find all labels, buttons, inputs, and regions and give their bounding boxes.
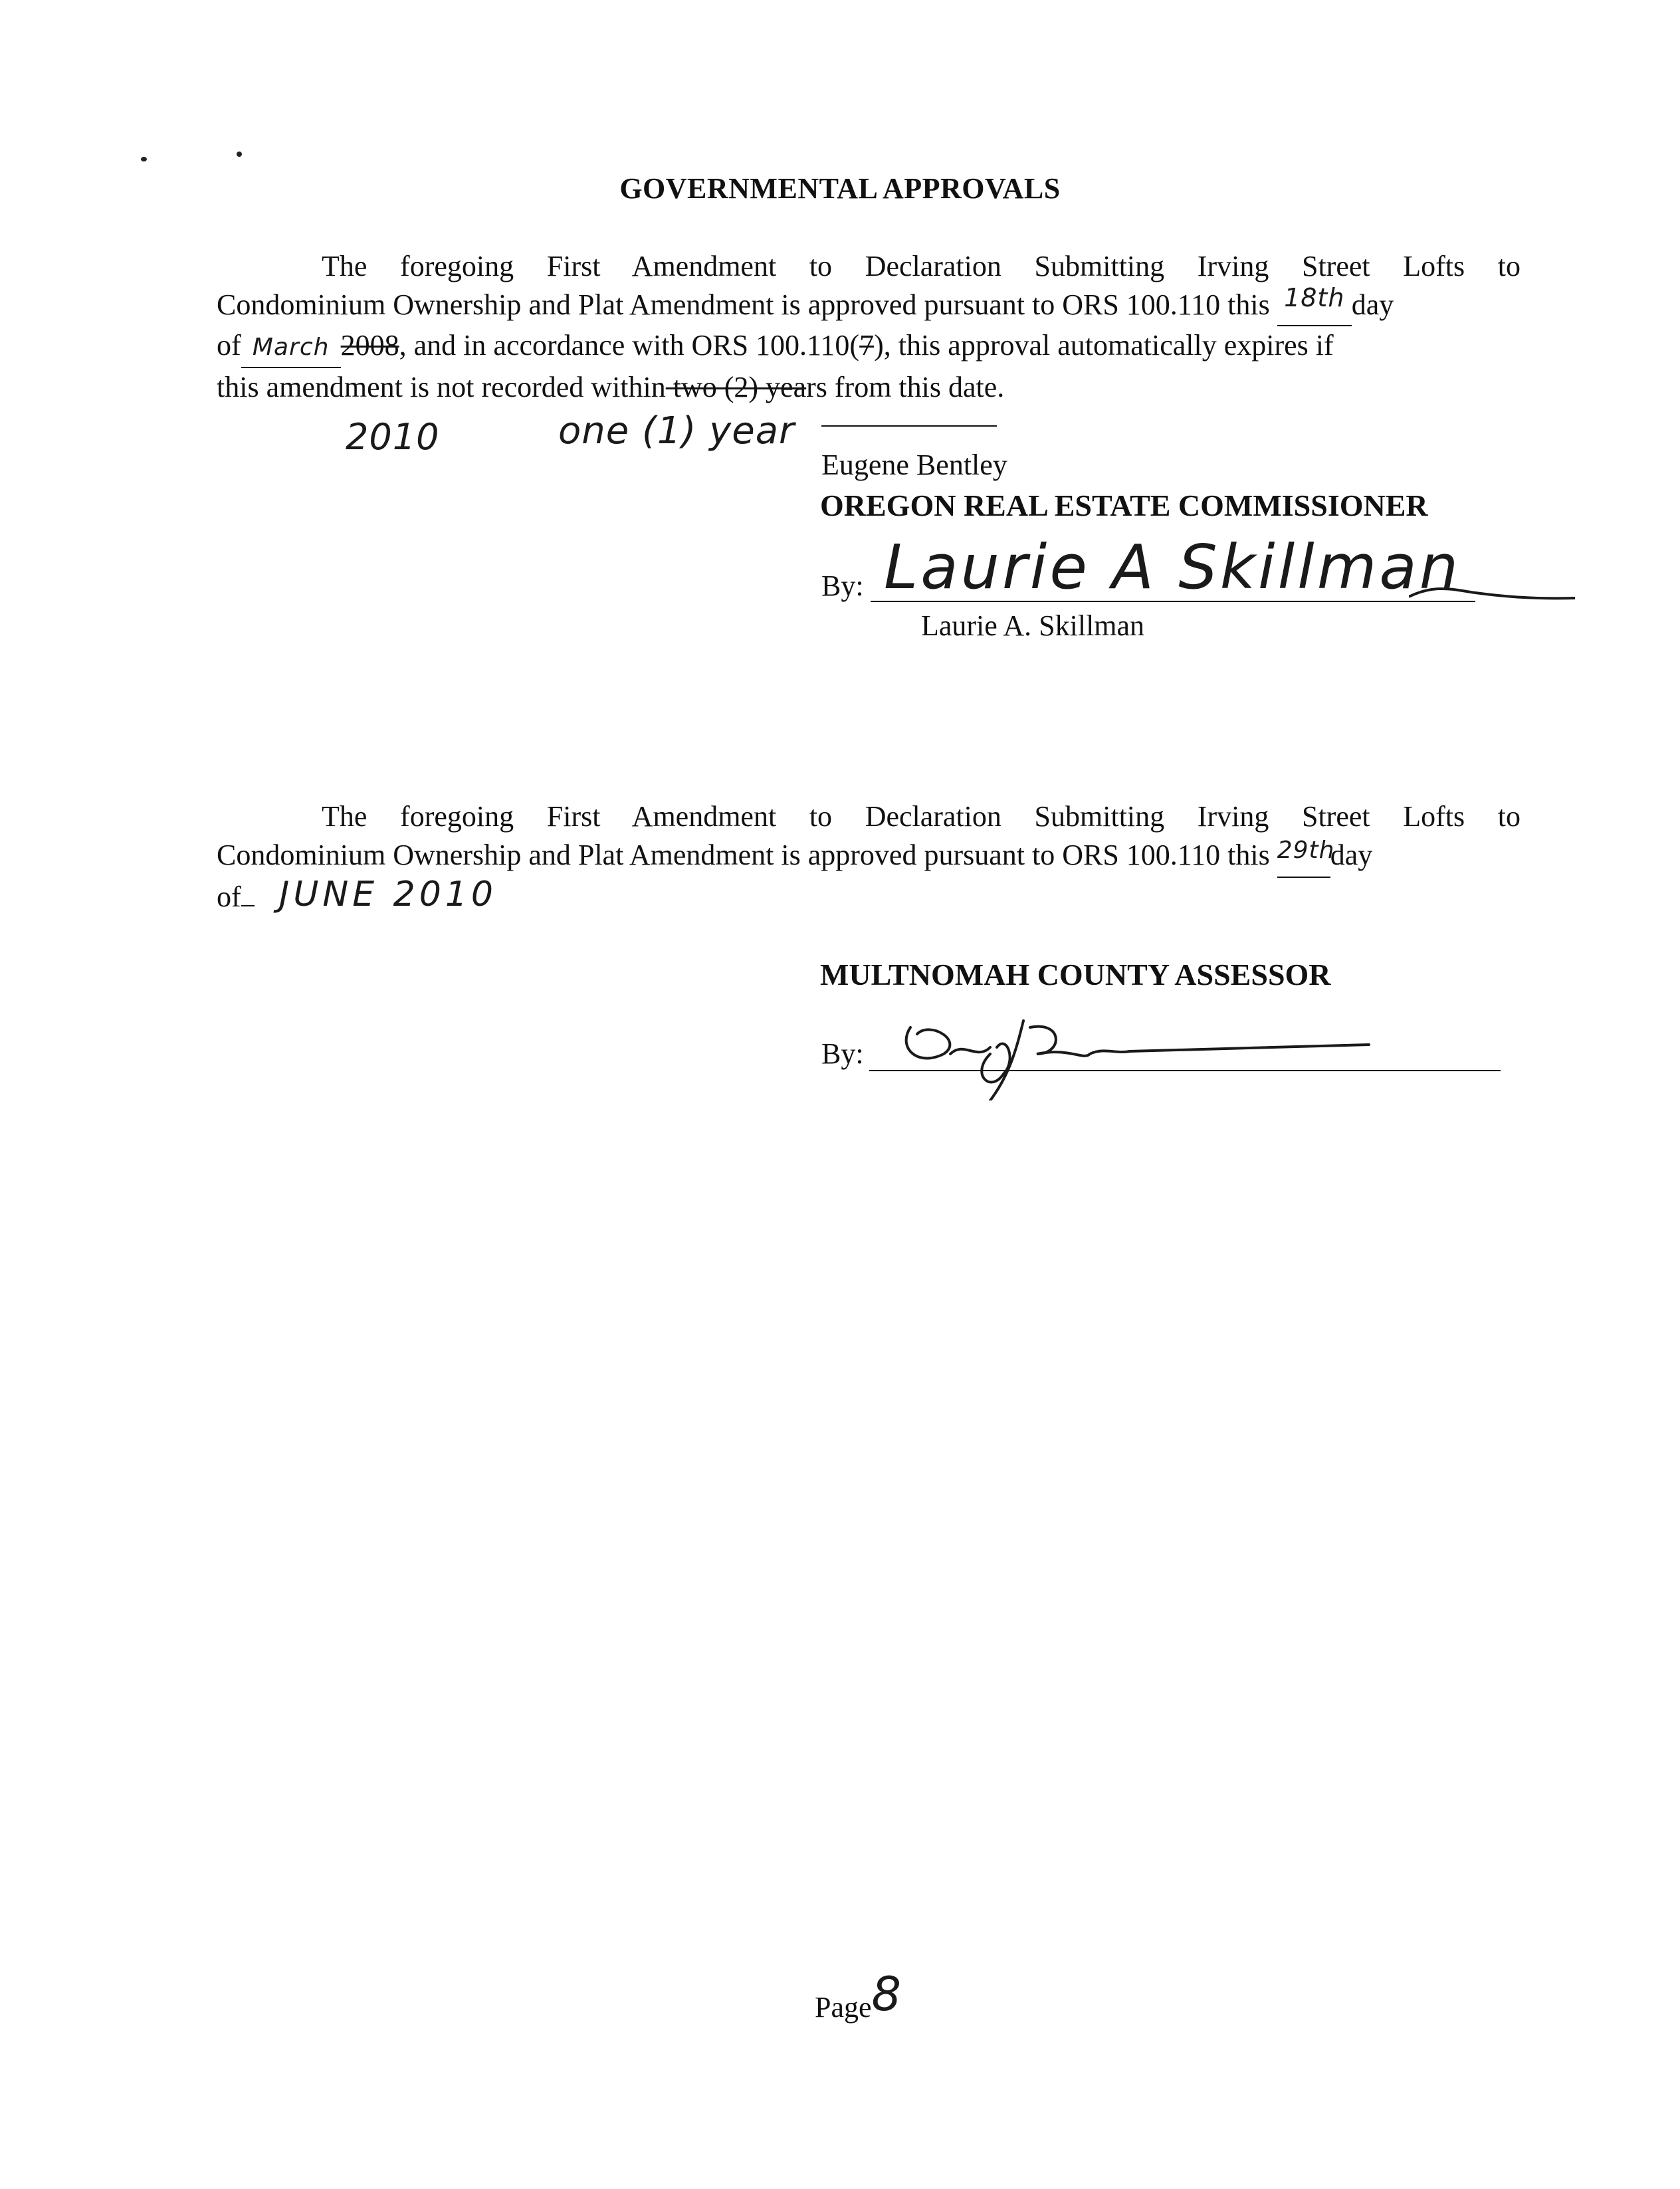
approval-1-month-field xyxy=(241,326,341,368)
approval-1-signature: Laurie A Skillman xyxy=(884,532,1461,603)
approval-2-line-2 xyxy=(217,836,1521,878)
approval-1-by-label: By: xyxy=(821,570,864,602)
approval-2-date-handwritten: JUNE 2010 xyxy=(279,875,498,914)
approval-1-commissioner-line xyxy=(821,425,997,427)
page-number-handwritten: 8 xyxy=(871,1967,902,2022)
approval-1-line-3-text: , and in accordance with ORS 100.110( xyxy=(399,329,860,362)
approval-1-line-4-end: rs from this date. xyxy=(806,371,1005,403)
approval-1-year-correction: 2010 xyxy=(346,416,440,458)
document-title: GOVERNMENTAL APPROVALS xyxy=(619,172,1061,205)
scan-speck xyxy=(237,152,242,157)
approval-2-date-field xyxy=(241,905,255,906)
approval-2-day-suffix: day xyxy=(1330,839,1373,871)
approval-1-day-field xyxy=(1277,283,1352,326)
approval-2-day-handwritten: 29th xyxy=(1277,837,1335,864)
page-label: Page xyxy=(815,1991,872,2024)
approval-2-signature xyxy=(891,1007,1382,1100)
approval-1-paragraph xyxy=(217,247,1521,407)
approval-2-day-field xyxy=(1277,836,1335,878)
approval-2-by-label: By: xyxy=(821,1037,864,1070)
approval-1-signatory-title: OREGON REAL ESTATE COMMISSIONER xyxy=(820,488,1428,522)
approval-1-line-3 xyxy=(217,326,1521,368)
approval-1-line-2 xyxy=(217,283,1521,326)
approval-2-office: MULTNOMAH COUNTY ASSESSOR xyxy=(820,958,1331,991)
approval-1-term-struck: two (2) yea xyxy=(665,371,807,403)
approval-1-line-4-text: this amendment is not recorded within xyxy=(217,371,666,403)
approval-1-signatory-name: Eugene Bentley xyxy=(821,449,1007,481)
approval-2-of-label: of xyxy=(217,881,241,913)
approval-1-day-suffix: day xyxy=(1351,288,1394,321)
approval-1-line-2-text: Condominium Ownership and Plat Amendment is approved pursuant to ORS 100.110 this xyxy=(217,288,1270,321)
approval-2-line-1: The foregoing First Amendment to Declaration Submitting Irving Street Lofts to xyxy=(322,800,1521,833)
signature-tail-stroke xyxy=(1409,570,1582,610)
approval-1-line-4 xyxy=(217,368,1521,407)
approval-1-line-1: The foregoing First Amendment to Declaration Submitting Irving Street Lofts to xyxy=(322,250,1521,282)
approval-1-subsection-struck: 7 xyxy=(859,329,875,362)
approval-1-month-handwritten: March xyxy=(252,334,330,361)
approval-1-of-label: of xyxy=(217,329,241,362)
approval-1-year-struck: 2008 xyxy=(340,329,399,362)
approval-2-line-2-text: Condominium Ownership and Plat Amendment is approved pursuant to ORS 100.110 this xyxy=(217,839,1270,871)
page-footer xyxy=(815,1967,902,2028)
approval-1-day-handwritten: 18th xyxy=(1284,283,1345,312)
approval-1-term-correction: one (1) year xyxy=(558,409,795,453)
scan-speck xyxy=(141,157,147,161)
approval-1-line-3-end: ), this approval automatically expires if xyxy=(874,329,1334,362)
approval-1-signer-name: Laurie A. Skillman xyxy=(921,609,1145,642)
